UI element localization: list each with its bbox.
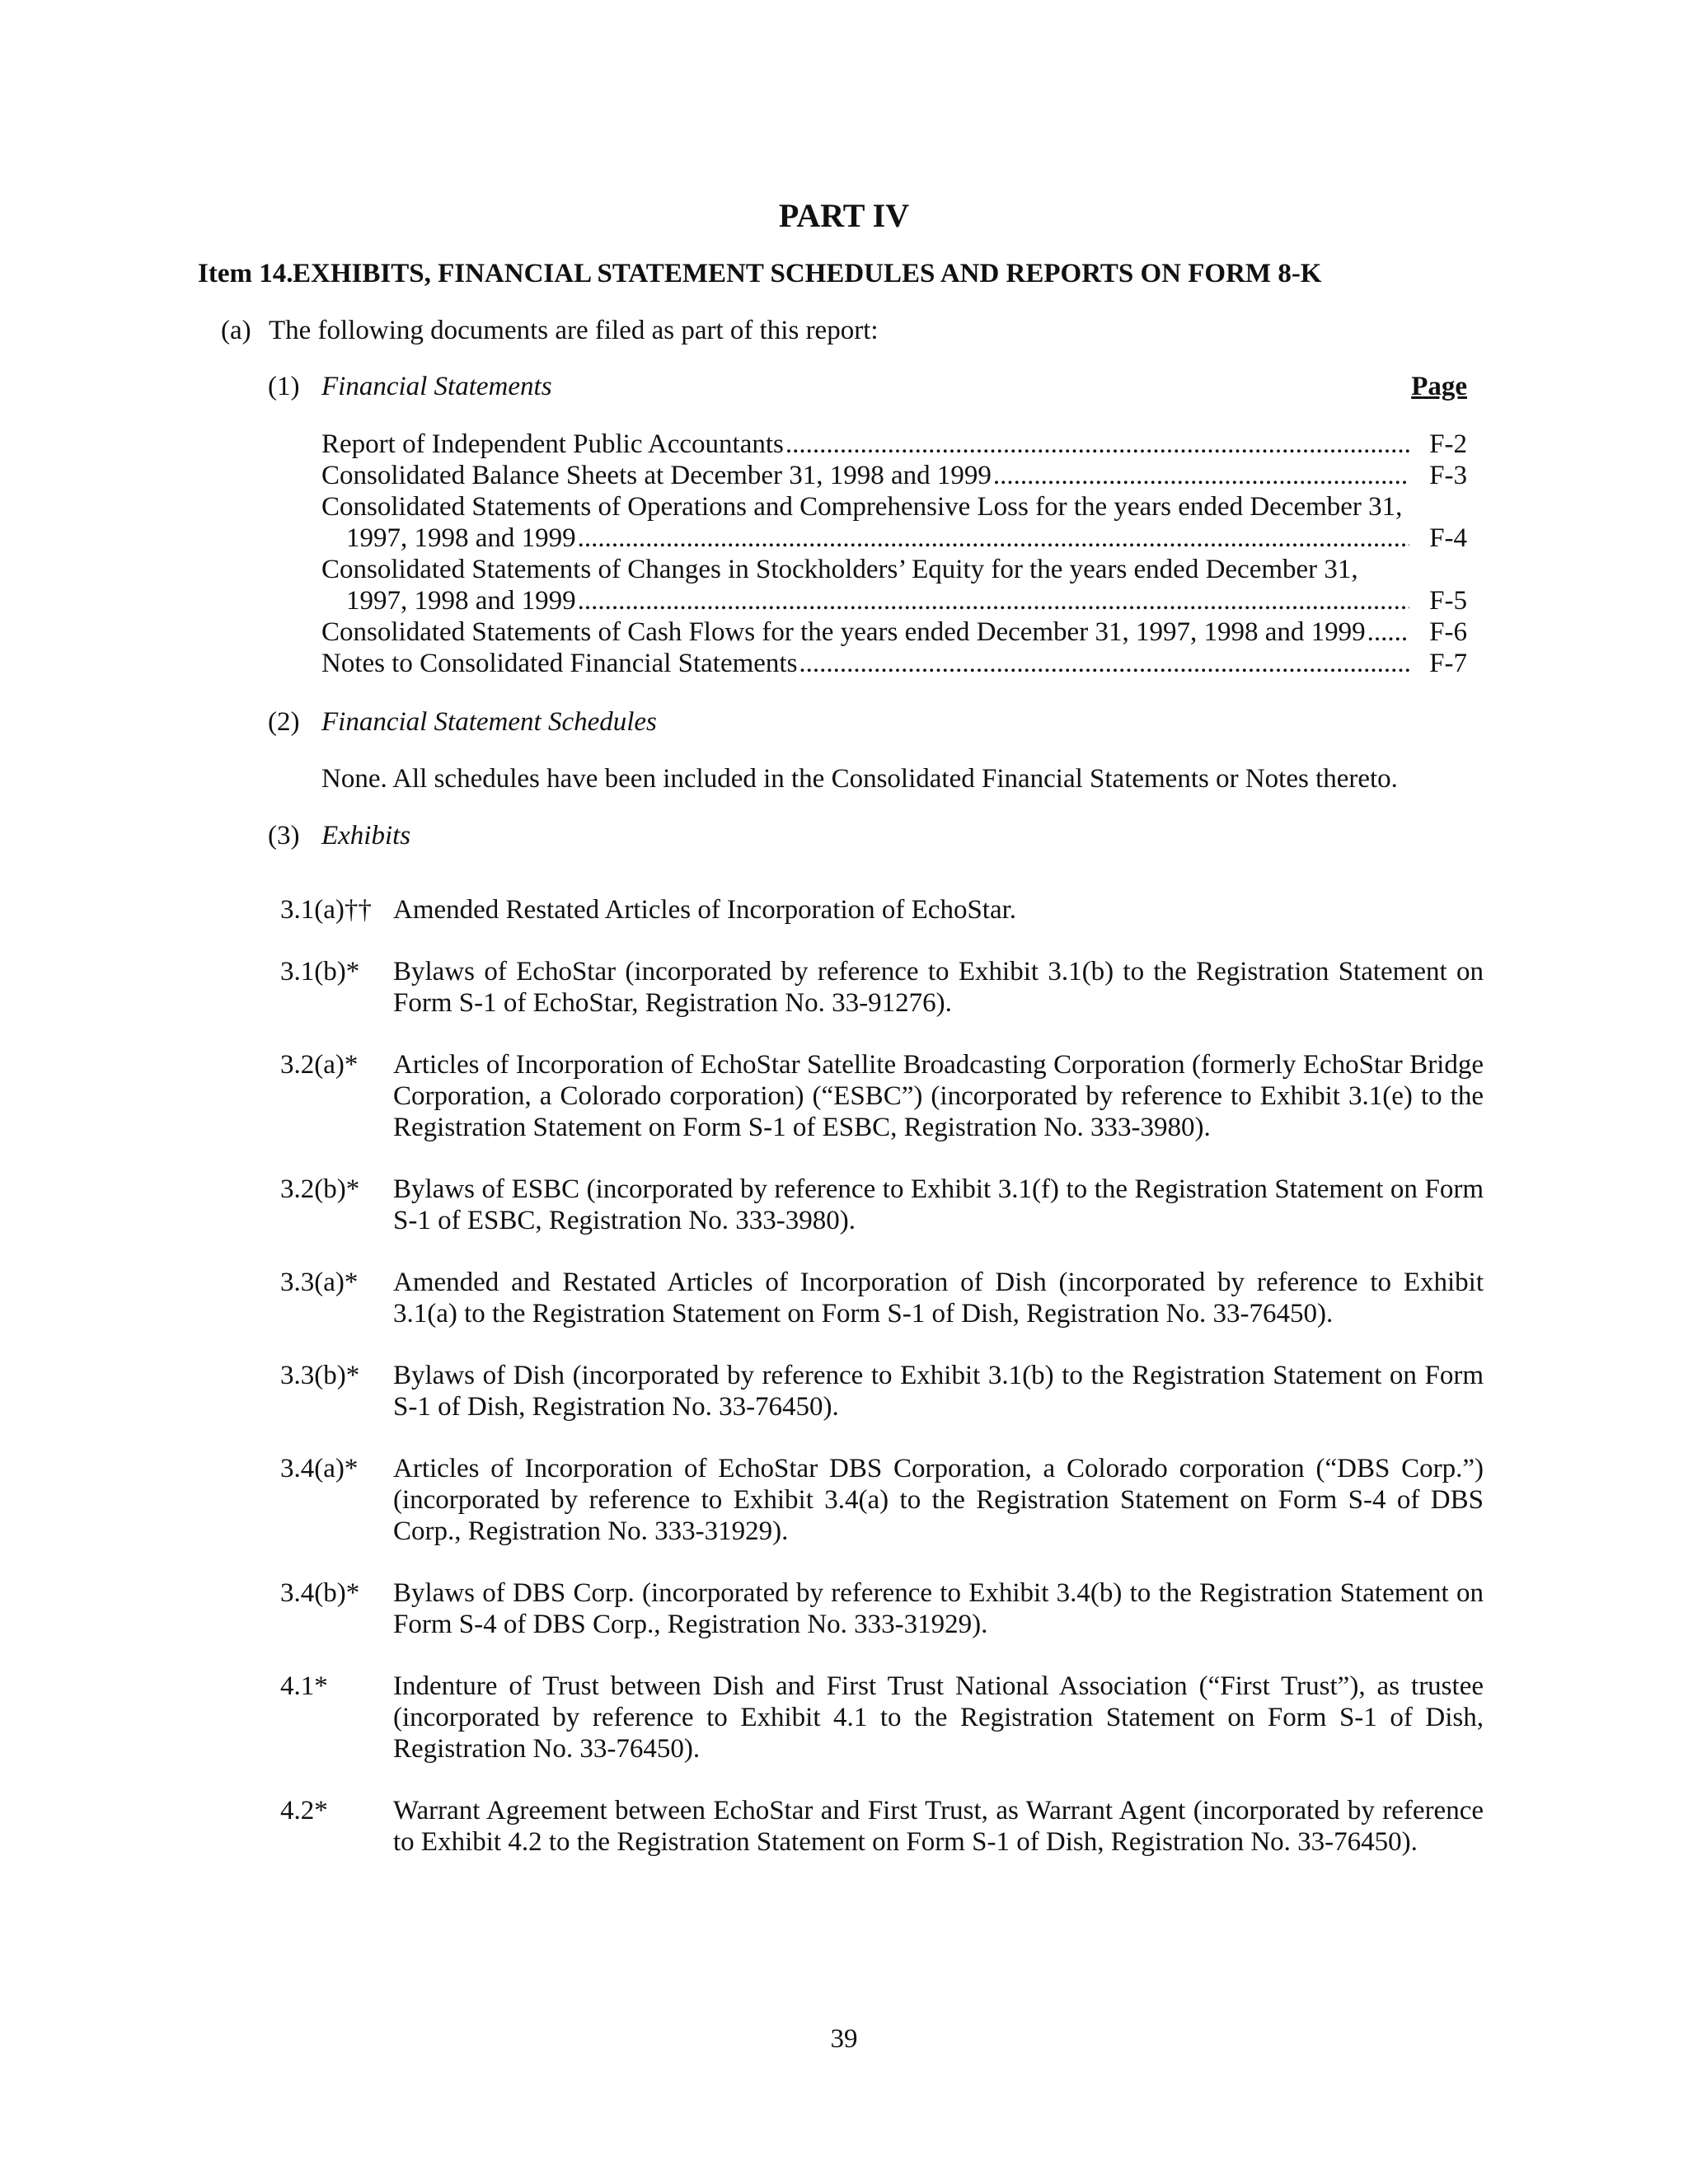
part-title: PART IV — [778, 197, 910, 234]
financial-statements-label: (1) — [268, 372, 300, 401]
toc-entry-page: F-4 — [1429, 523, 1467, 553]
toc-leader — [578, 585, 1409, 616]
toc-entry-text: Consolidated Statements of Cash Flows for the years ended December 31, 1997, 1998 and 1999 — [321, 617, 1366, 647]
exhibits-label: (3) — [268, 821, 300, 851]
exhibit-item — [280, 956, 1484, 1019]
financial-statements-heading — [268, 371, 552, 402]
toc-entry-page: F-6 — [1429, 617, 1467, 647]
page-number: 39 — [830, 2024, 858, 2054]
item-title: EXHIBITS, FINANCIAL STATEMENT SCHEDULES AND REPORTS ON FORM 8-K — [293, 259, 1322, 288]
toc-leader — [799, 648, 1409, 679]
financial-statements-toc — [321, 429, 1467, 679]
exhibit-description: Warrant Agreement between EchoStar and First Trust, as Warrant Agent (incorporated by reference to Exhibit 4.2 to the Registration Statement on Form S-1 of Dish, Registration No. 33-76450). — [393, 1796, 1484, 1857]
exhibit-item — [280, 1267, 1484, 1329]
exhibit-description: Amended Restated Articles of Incorporation of EchoStar. — [393, 895, 1017, 925]
schedules-heading — [268, 706, 657, 738]
exhibit-description: Bylaws of DBS Corp. (incorporated by reference to Exhibit 3.4(b) to the Registration Statement on Form S-4 of DBS Corp., Registration No. 333-31929). — [393, 1578, 1484, 1639]
toc-entry — [321, 616, 1467, 648]
exhibit-item — [280, 1577, 1484, 1640]
section-a-line — [221, 315, 879, 346]
exhibit-description: Bylaws of ESBC (incorporated by reference to Exhibit 3.1(f) to the Registration Statement on Form S-1 of ESBC, Registration No. 333-3980). — [393, 1174, 1484, 1235]
exhibit-description: Articles of Incorporation of EchoStar Satellite Broadcasting Corporation (formerly EchoStar Bridge Corporation, a Colorado corporation) (“ESBC”) (incorporated by reference to Exhibit 3.1(e) to the Registration Statement on Form S-1 of ESBC, Registration No. 333-3980). — [393, 1050, 1484, 1142]
toc-entry-text: Consolidated Statements of Operations and Comprehensive Loss for the years ended December 31, — [321, 492, 1403, 522]
schedules-title: Financial Statement Schedules — [321, 707, 657, 737]
schedules-text: None. All schedules have been included in the Consolidated Financial Statements or Notes thereto. — [321, 764, 1398, 794]
exhibit-description: Amended and Restated Articles of Incorporation of Dish (incorporated by reference to Exhibit 3.1(a) to the Registration Statement on Form S-1 of Dish, Registration No. 33-76450). — [393, 1268, 1484, 1329]
toc-entry — [321, 491, 1467, 554]
exhibit-number: 3.1(b)* — [280, 957, 360, 987]
toc-entry — [321, 429, 1467, 460]
toc-entry-text-cont: 1997, 1998 and 1999 — [346, 586, 576, 616]
exhibit-number: 4.2* — [280, 1796, 328, 1825]
toc-leader — [993, 460, 1409, 491]
exhibit-description: Bylaws of EchoStar (incorporated by reference to Exhibit 3.1(b) to the Registration Statement on Form S-1 of EchoStar, Registration No. 33-91276). — [393, 957, 1484, 1018]
section-a-label: (a) — [221, 316, 251, 345]
toc-leader — [578, 523, 1409, 554]
exhibit-number: 3.3(a)* — [280, 1268, 359, 1297]
exhibits-title: Exhibits — [321, 821, 411, 851]
exhibit-number: 3.2(a)* — [280, 1050, 359, 1080]
section-a-text: The following documents are filed as part of this report: — [269, 316, 879, 345]
item-number: Item 14. — [198, 259, 293, 288]
exhibit-item — [280, 1671, 1484, 1765]
toc-entry — [321, 648, 1467, 679]
item-heading — [198, 258, 1321, 289]
schedules-label: (2) — [268, 707, 300, 737]
toc-leader — [785, 429, 1409, 460]
exhibit-number: 3.2(b)* — [280, 1174, 360, 1204]
exhibit-number: 3.4(b)* — [280, 1578, 360, 1608]
toc-leader — [1367, 616, 1409, 648]
toc-entry-text: Consolidated Statements of Changes in Stockholders’ Equity for the years ended December 31, — [321, 555, 1358, 584]
exhibit-description: Articles of Incorporation of EchoStar DBS Corporation, a Colorado corporation (“DBS Corp.”) (incorporated by reference to Exhibit 3.4(a) to the Registration Statement on Form S-4 of DBS Corp., Registration No. 333-31929). — [393, 1454, 1484, 1546]
toc-entry-page: F-2 — [1429, 429, 1467, 459]
toc-entry-text: Consolidated Balance Sheets at December 31, 1998 and 1999 — [321, 461, 992, 490]
exhibit-item — [280, 894, 1484, 926]
exhibit-description: Bylaws of Dish (incorporated by reference to Exhibit 3.1(b) to the Registration Statement on Form S-1 of Dish, Registration No. 33-76450). — [393, 1361, 1484, 1422]
exhibit-item — [280, 1453, 1484, 1547]
page-column-header: Page — [1411, 372, 1467, 401]
toc-entry-page: F-3 — [1429, 461, 1467, 490]
toc-entry — [321, 460, 1467, 491]
toc-entry-text: Report of Independent Public Accountants — [321, 429, 784, 459]
financial-statements-title: Financial Statements — [321, 372, 552, 401]
exhibit-item — [280, 1360, 1484, 1422]
exhibit-item — [280, 1795, 1484, 1858]
toc-entry — [321, 554, 1467, 616]
exhibit-number: 4.1* — [280, 1671, 328, 1701]
toc-entry-page: F-5 — [1429, 586, 1467, 616]
exhibits-heading — [268, 820, 410, 851]
toc-entry-page: F-7 — [1429, 649, 1467, 678]
exhibit-description: Indenture of Trust between Dish and First Trust National Association (“First Trust”), as trustee (incorporated by reference to Exhibit 4.1 to the Registration Statement on Form S-1 of Dish, Registration No. 33-76450). — [393, 1671, 1484, 1764]
exhibit-number: 3.3(b)* — [280, 1361, 360, 1390]
exhibit-number: 3.4(a)* — [280, 1454, 359, 1483]
exhibit-item — [280, 1174, 1484, 1236]
toc-entry-text: Notes to Consolidated Financial Statements — [321, 649, 798, 678]
exhibit-number: 3.1(a)†† — [280, 895, 372, 925]
exhibit-item — [280, 1049, 1484, 1143]
toc-entry-text-cont: 1997, 1998 and 1999 — [346, 523, 576, 553]
exhibits-list — [280, 894, 1484, 1888]
